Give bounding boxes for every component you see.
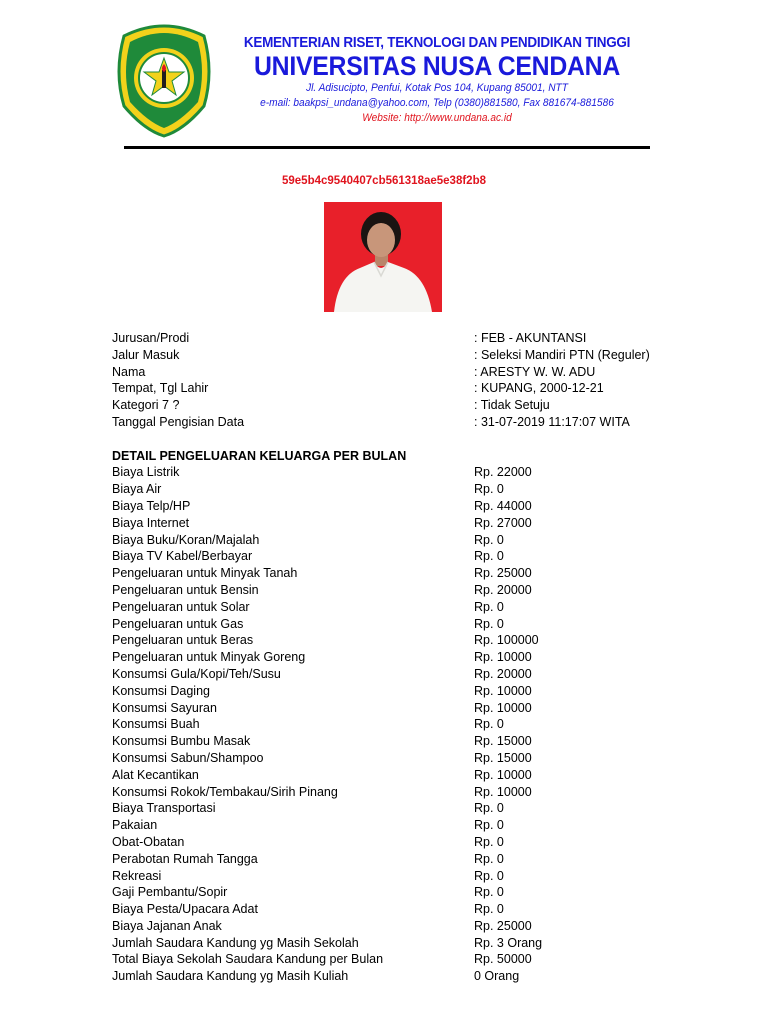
expense-value: Rp. 100000 bbox=[474, 633, 539, 648]
university-contact: e-mail: baakpsi_undana@yahoo.com, Telp (0380)881580, Fax 881674-881586 bbox=[260, 97, 614, 109]
profile-value: : KUPANG, 2000-12-21 bbox=[474, 381, 604, 396]
expense-row bbox=[112, 851, 672, 868]
expense-value: Rp. 0 bbox=[474, 851, 504, 866]
expense-value: Rp. 0 bbox=[474, 885, 504, 900]
expense-row bbox=[112, 784, 672, 801]
student-data bbox=[112, 330, 672, 985]
profile-label: Nama bbox=[112, 364, 146, 379]
expense-label: Biaya Air bbox=[112, 482, 162, 497]
expense-value: 0 Orang bbox=[474, 969, 520, 984]
expense-row bbox=[112, 884, 672, 901]
expense-row bbox=[112, 767, 672, 784]
expense-label: Alat Kecantikan bbox=[112, 767, 199, 782]
expense-row bbox=[112, 599, 672, 616]
expense-row bbox=[112, 481, 672, 498]
expense-row bbox=[112, 683, 672, 700]
expense-value: Rp. 0 bbox=[474, 902, 504, 917]
profile-row bbox=[112, 347, 672, 364]
expense-label: Biaya Telp/HP bbox=[112, 498, 191, 513]
expense-row bbox=[112, 632, 672, 649]
expense-value: Rp. 10000 bbox=[474, 650, 532, 665]
expense-label: Pengeluaran untuk Beras bbox=[112, 633, 254, 648]
expense-row bbox=[112, 582, 672, 599]
expense-row bbox=[112, 548, 672, 565]
expense-label: Konsumsi Daging bbox=[112, 683, 210, 698]
expense-row bbox=[112, 733, 672, 750]
expense-label: Konsumsi Buah bbox=[112, 717, 200, 732]
expense-row bbox=[112, 935, 672, 952]
expense-label: Jumlah Saudara Kandung yg Masih Sekolah bbox=[112, 935, 359, 950]
expense-value: Rp. 0 bbox=[474, 599, 504, 614]
expense-row bbox=[112, 750, 672, 767]
expense-value: Rp. 10000 bbox=[474, 784, 532, 799]
expense-row bbox=[112, 834, 672, 851]
expense-row bbox=[112, 868, 672, 885]
expense-label: Biaya Buku/Koran/Majalah bbox=[112, 532, 260, 547]
expense-label: Biaya Pesta/Upacara Adat bbox=[112, 902, 258, 917]
university-logo bbox=[110, 22, 218, 138]
expense-row bbox=[112, 498, 672, 515]
expense-value: Rp. 0 bbox=[474, 818, 504, 833]
expense-label: Gaji Pembantu/Sopir bbox=[112, 885, 228, 900]
expense-label: Biaya Listrik bbox=[112, 465, 180, 480]
expense-value: Rp. 44000 bbox=[474, 498, 532, 513]
expense-row bbox=[112, 649, 672, 666]
expense-label: Total Biaya Sekolah Saudara Kandung per Bulan bbox=[112, 952, 384, 967]
profile-label: Tanggal Pengisian Data bbox=[112, 414, 245, 429]
profile-row bbox=[112, 414, 672, 431]
expense-label: Rekreasi bbox=[112, 868, 162, 883]
expense-label: Biaya Jajanan Anak bbox=[112, 918, 222, 933]
expense-value: Rp. 20000 bbox=[474, 666, 532, 681]
expense-value: Rp. 0 bbox=[474, 549, 504, 564]
expense-value: Rp. 22000 bbox=[474, 465, 532, 480]
expense-label: Pengeluaran untuk Gas bbox=[112, 616, 244, 631]
profile-value: : ARESTY W. W. ADU bbox=[474, 364, 596, 379]
expense-value: Rp. 15000 bbox=[474, 750, 532, 765]
expense-label: Pengeluaran untuk Minyak Goreng bbox=[112, 650, 306, 665]
expense-value: Rp. 0 bbox=[474, 532, 504, 547]
expense-value: Rp. 0 bbox=[474, 834, 504, 849]
expense-label: Pengeluaran untuk Minyak Tanah bbox=[112, 566, 298, 581]
profile-label: Tempat, Tgl Lahir bbox=[112, 381, 209, 396]
document-hash: 59e5b4c9540407cb561318ae5e38f2b8 bbox=[282, 175, 486, 187]
expense-row bbox=[112, 700, 672, 717]
profile-label: Jurusan/Prodi bbox=[112, 331, 190, 345]
expense-value: Rp. 0 bbox=[474, 801, 504, 816]
profile-row bbox=[112, 330, 672, 347]
expense-value: Rp. 25000 bbox=[474, 918, 532, 933]
university-name: UNIVERSITAS NUSA CENDANA bbox=[253, 51, 620, 81]
ministry-name: KEMENTERIAN RISET, TEKNOLOGI DAN PENDIDIKAN TINGGI bbox=[243, 34, 631, 51]
letterhead bbox=[222, 34, 652, 126]
expense-row bbox=[112, 800, 672, 817]
profile-row bbox=[112, 397, 672, 414]
expense-value: Rp. 10000 bbox=[474, 767, 532, 782]
expense-value: Rp. 0 bbox=[474, 717, 504, 732]
expense-value: Rp. 3 Orang bbox=[474, 935, 543, 950]
expense-row bbox=[112, 666, 672, 683]
university-website: Website: http://www.undana.ac.id bbox=[362, 112, 512, 124]
expense-row bbox=[112, 901, 672, 918]
expense-value: Rp. 0 bbox=[474, 482, 504, 497]
profile-value: : FEB - AKUNTANSI bbox=[474, 331, 587, 345]
expense-label: Perabotan Rumah Tangga bbox=[112, 851, 258, 866]
expense-row bbox=[112, 951, 672, 968]
expense-value: Rp. 25000 bbox=[474, 566, 532, 581]
expense-label: Konsumsi Rokok/Tembakau/Sirih Pinang bbox=[112, 784, 338, 799]
expense-label: Biaya Transportasi bbox=[112, 801, 216, 816]
profile-label: Kategori 7 ? bbox=[112, 398, 180, 413]
expense-value: Rp. 27000 bbox=[474, 515, 532, 530]
expense-value: Rp. 0 bbox=[474, 616, 504, 631]
student-photo bbox=[324, 202, 442, 312]
expense-row bbox=[112, 464, 672, 481]
expense-value: Rp. 20000 bbox=[474, 582, 532, 597]
profile-value: : Tidak Setuju bbox=[474, 398, 550, 413]
expense-label: Konsumsi Gula/Kopi/Teh/Susu bbox=[112, 666, 281, 681]
expense-row bbox=[112, 968, 672, 985]
expense-label: Konsumsi Bumbu Masak bbox=[112, 734, 251, 749]
expense-label: Biaya Internet bbox=[112, 515, 190, 530]
expense-label: Pakaian bbox=[112, 818, 158, 833]
university-address: Jl. Adisucipto, Penfui, Kotak Pos 104, Kupang 85001, NTT bbox=[306, 82, 568, 94]
profile-row bbox=[112, 380, 672, 397]
expense-row bbox=[112, 817, 672, 834]
profile-label: Jalur Masuk bbox=[112, 347, 180, 362]
profile-value: : Seleksi Mandiri PTN (Reguler) bbox=[474, 347, 650, 362]
expense-row bbox=[112, 532, 672, 549]
expense-value: Rp. 10000 bbox=[474, 700, 532, 715]
expense-value: Rp. 50000 bbox=[474, 952, 532, 967]
expense-row bbox=[112, 565, 672, 582]
expense-row bbox=[112, 918, 672, 935]
expense-label: Biaya TV Kabel/Berbayar bbox=[112, 549, 253, 564]
expense-label: Jumlah Saudara Kandung yg Masih Kuliah bbox=[112, 969, 349, 984]
expense-label: Konsumsi Sayuran bbox=[112, 700, 217, 715]
expense-row bbox=[112, 616, 672, 633]
expense-row bbox=[112, 515, 672, 532]
expense-label: Pengeluaran untuk Bensin bbox=[112, 582, 259, 597]
expense-row bbox=[112, 716, 672, 733]
profile-row bbox=[112, 364, 672, 381]
expense-label: Obat-Obatan bbox=[112, 834, 185, 849]
expense-value: Rp. 10000 bbox=[474, 683, 532, 698]
expense-value: Rp. 15000 bbox=[474, 734, 532, 749]
expenses-section-title: DETAIL PENGELUARAN KELUARGA PER BULAN bbox=[112, 448, 407, 463]
expense-label: Konsumsi Sabun/Shampoo bbox=[112, 750, 264, 765]
profile-value: : 31-07-2019 11:17:07 WITA bbox=[474, 414, 630, 429]
header-divider bbox=[124, 146, 650, 149]
expense-label: Pengeluaran untuk Solar bbox=[112, 599, 250, 614]
expense-value: Rp. 0 bbox=[474, 868, 504, 883]
